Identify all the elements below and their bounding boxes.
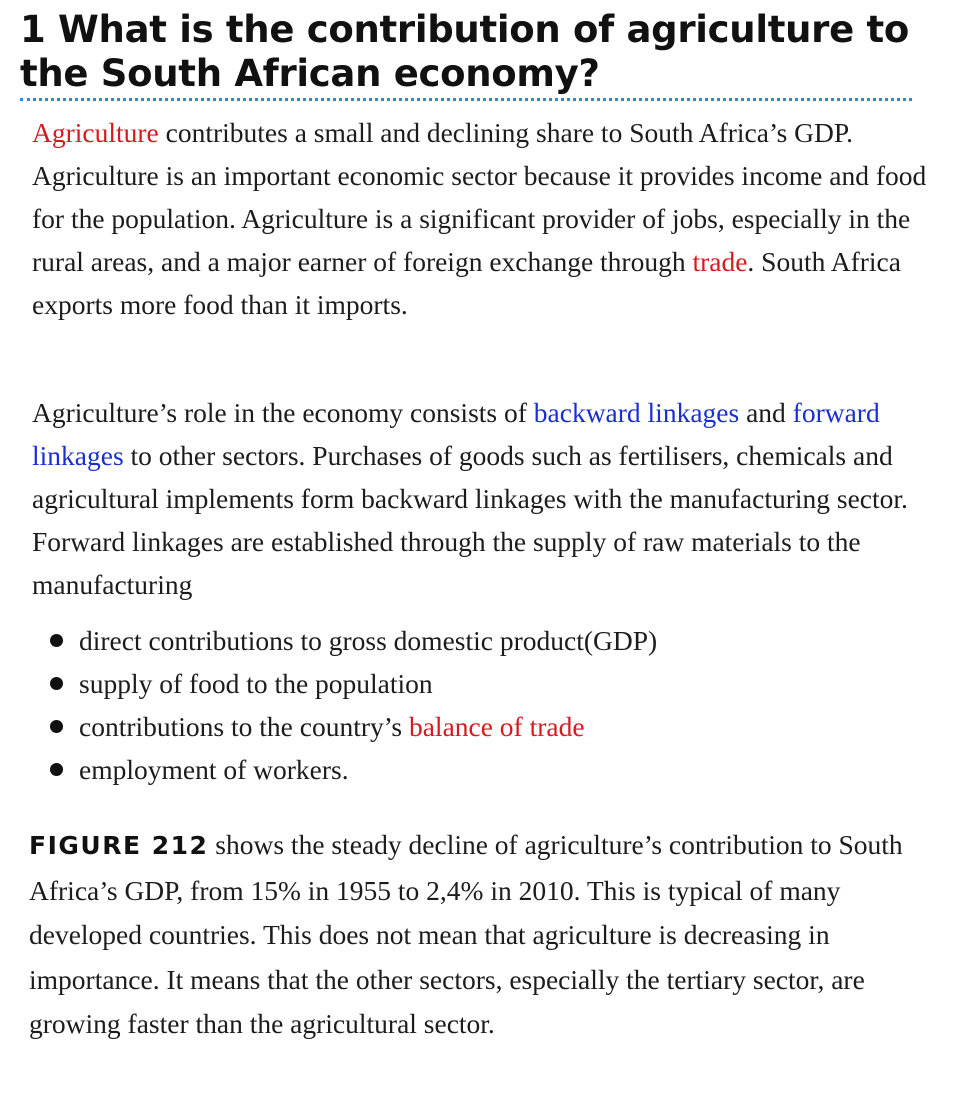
paragraph-intro-text-a: contributes a small and declining share to South Africa’s GDP. Agriculture is an important economic sector because it provides income and food for the population. Agriculture is a significant provider of jobs, especially in the rural areas, and a major earner of foreign exchange through bbox=[32, 117, 927, 277]
list-item-text: direct contributions to gross domestic product(GDP) bbox=[79, 625, 658, 656]
list-item bbox=[48, 705, 657, 748]
paragraph-intro bbox=[32, 111, 932, 326]
paragraph-linkages-text-b: and bbox=[739, 397, 793, 428]
paragraph-figure-text: shows the steady decline of agriculture’s contribution to South Africa’s GDP, from 15% in 1955 to 2,4% in 2010. This is typical of many developed countries. This does not mean that agriculture is decreasing in importance. It means that the other sectors, especially the tertiary sector, are growing faster than the agricultural sector. bbox=[29, 829, 903, 1039]
paragraph-figure bbox=[29, 823, 934, 1047]
section-number: 1 bbox=[20, 8, 46, 51]
list-item-text: supply of food to the population bbox=[79, 668, 433, 699]
section-title: What is the contribution of agriculture to the South African economy? bbox=[20, 8, 909, 95]
bullet-dot-icon bbox=[50, 677, 63, 690]
bullet-dot-icon bbox=[50, 720, 63, 733]
paragraph-linkages-text-a: Agriculture’s role in the economy consists of bbox=[32, 397, 534, 428]
link-backward-linkages[interactable]: backward linkages bbox=[533, 397, 740, 428]
glossary-link-trade[interactable]: trade bbox=[692, 246, 748, 277]
bullet-dot-icon bbox=[50, 763, 63, 776]
list-item-text: contributions to the country’s bbox=[79, 711, 409, 742]
link-forward-linkages[interactable]: forward linkages bbox=[32, 397, 880, 471]
bullet-dot-icon bbox=[50, 634, 63, 647]
contribution-list bbox=[48, 619, 657, 791]
list-item-text: employment of workers. bbox=[79, 754, 349, 785]
list-item bbox=[48, 748, 657, 791]
glossary-link-agriculture[interactable]: Agriculture bbox=[32, 117, 159, 148]
glossary-link-balance-of-trade[interactable]: balance of trade bbox=[408, 711, 585, 742]
list-item bbox=[48, 619, 657, 662]
paragraph-linkages bbox=[32, 391, 932, 606]
section-heading bbox=[20, 8, 920, 96]
figure-reference: FIGURE 212 bbox=[29, 831, 209, 860]
list-item bbox=[48, 662, 657, 705]
paragraph-linkages-text-c: to other sectors. Purchases of goods such as fertilisers, chemicals and agricultural implements form backward linkages with the manufacturing sector. Forward linkages are established through the supply of raw materials to the manufacturing bbox=[32, 440, 908, 600]
paragraph-intro-text-b: . South Africa exports more food than it imports. bbox=[32, 246, 901, 320]
dotted-divider bbox=[20, 98, 912, 101]
